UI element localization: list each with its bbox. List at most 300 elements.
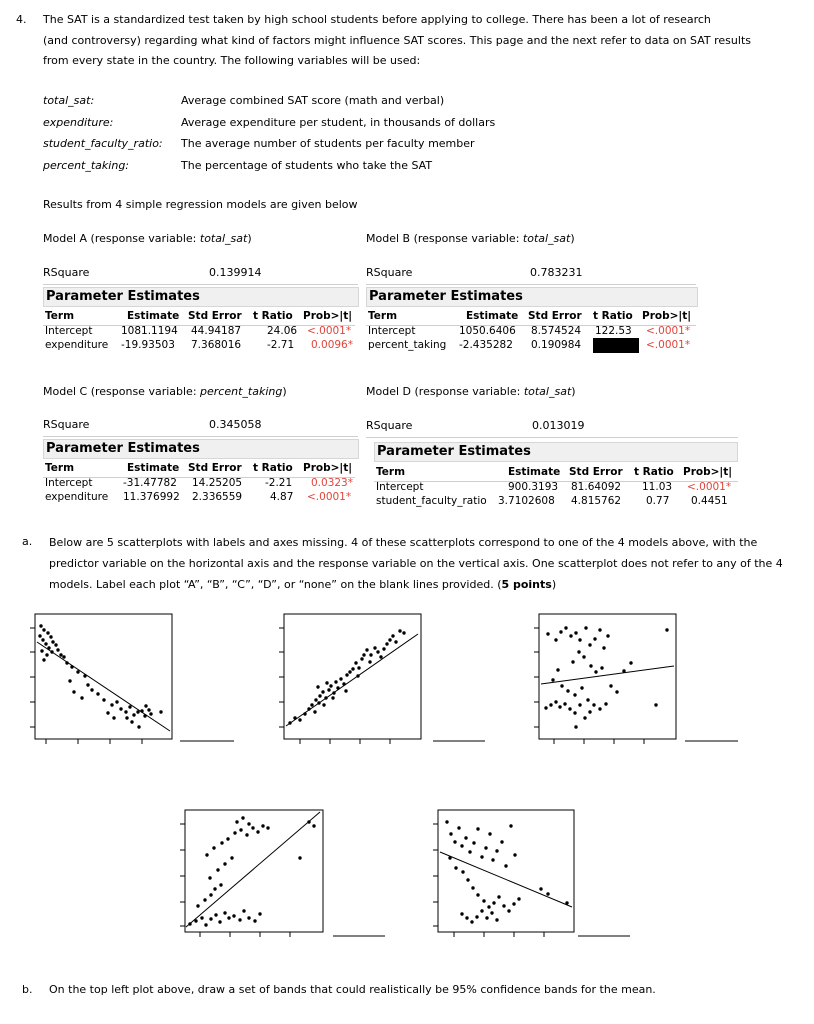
scatter-point bbox=[563, 702, 566, 705]
scatter-point bbox=[266, 826, 269, 829]
scatter-point bbox=[124, 710, 127, 713]
table-cell: 8.574524 bbox=[531, 325, 582, 337]
scatter-point bbox=[318, 694, 321, 697]
scatter-point bbox=[253, 919, 256, 922]
table-cell: percent_taking bbox=[368, 339, 447, 351]
scatter-point bbox=[42, 658, 45, 661]
scatter-point bbox=[213, 887, 216, 890]
scatter-point bbox=[539, 887, 542, 890]
scatter-point bbox=[357, 666, 360, 669]
scatter-point bbox=[194, 919, 197, 922]
table-cell: -19.93503 bbox=[121, 339, 175, 351]
scatter-point bbox=[45, 653, 48, 656]
scatter-point bbox=[582, 655, 585, 658]
scatter-point bbox=[106, 711, 109, 714]
scatter-point bbox=[615, 690, 618, 693]
scatter-point bbox=[558, 705, 561, 708]
plot-frame bbox=[35, 614, 172, 739]
scatter-point bbox=[578, 638, 581, 641]
scatter-point bbox=[316, 685, 319, 688]
scatter-point bbox=[362, 653, 365, 656]
scatter-point bbox=[218, 920, 221, 923]
scatter-point bbox=[453, 840, 456, 843]
scatter-point bbox=[544, 706, 547, 709]
scatter-point bbox=[445, 820, 448, 823]
scatter-point bbox=[457, 826, 460, 829]
model-b-pe-title: Parameter Estimates bbox=[366, 287, 698, 307]
scatter-point bbox=[209, 917, 212, 920]
scatter-point bbox=[368, 660, 371, 663]
scatter-point bbox=[159, 710, 162, 713]
scatter-point bbox=[476, 893, 479, 896]
scatter-point bbox=[560, 684, 563, 687]
scatter-point bbox=[307, 820, 310, 823]
variable-name: percent_taking: bbox=[43, 158, 130, 172]
scatter-point bbox=[119, 707, 122, 710]
model-d-caption: Model D (response variable: total_sat) bbox=[366, 385, 576, 398]
part-a-text: Below are 5 scatterplots with labels and axes missing. 4 of these scatterplots correspond to one of the 4 models above, with the predictor variable on the horizontal axis and the response variable on the vertical axis. One scatterplot does not refer to any of the 4 models. Label each plot “A”, “B”, “C”, “D”, or “none” on the blank lines provided. (5 points) bbox=[49, 536, 783, 591]
intro-line: The SAT is a standardized test taken by high school students before applying to college. There has been a lot of research bbox=[43, 13, 711, 26]
scatter-point bbox=[256, 830, 259, 833]
scatter-point bbox=[233, 831, 236, 834]
rsquare-label: RSquare bbox=[366, 419, 413, 432]
scatter-point bbox=[569, 634, 572, 637]
scatter-point bbox=[344, 689, 347, 692]
scatter-point bbox=[245, 833, 248, 836]
model-a-pe-title: Parameter Estimates bbox=[43, 287, 359, 307]
scatter-point bbox=[574, 725, 577, 728]
scatter-point bbox=[128, 705, 131, 708]
scatter-point bbox=[238, 918, 241, 921]
scatter-point bbox=[402, 631, 405, 634]
scatterplot-4 bbox=[180, 810, 385, 937]
scatter-point bbox=[86, 683, 89, 686]
scatter-point bbox=[578, 703, 581, 706]
scatter-point bbox=[132, 713, 135, 716]
intro-line: (and controversy) regarding what kind of factors might influence SAT scores. This page and the next refer to data on SAT results bbox=[43, 33, 751, 47]
scatter-point bbox=[293, 716, 296, 719]
scatter-point bbox=[314, 698, 317, 701]
scatter-point bbox=[200, 916, 203, 919]
variable-name: student_faculty_ratio: bbox=[43, 137, 163, 150]
scatter-point bbox=[476, 827, 479, 830]
scatter-point bbox=[500, 840, 503, 843]
scatter-point bbox=[598, 707, 601, 710]
table-cell: <.0001* bbox=[307, 491, 352, 503]
scatter-point bbox=[394, 640, 397, 643]
scatter-point bbox=[247, 916, 250, 919]
scatter-point bbox=[360, 657, 363, 660]
scatter-point bbox=[226, 837, 229, 840]
scatter-point bbox=[332, 691, 335, 694]
scatter-point bbox=[51, 640, 54, 643]
table-cell: student_faculty_ratio bbox=[376, 495, 487, 507]
scatter-point bbox=[554, 638, 557, 641]
table-cell: 1081.1194 bbox=[121, 325, 178, 337]
scatter-point bbox=[204, 923, 207, 926]
scatter-point bbox=[136, 710, 139, 713]
model-b-caption: Model B (response variable: total_sat) bbox=[366, 232, 575, 245]
scatter-point bbox=[46, 631, 49, 634]
scatter-point bbox=[482, 899, 485, 902]
table-cell: expenditure bbox=[45, 491, 109, 503]
scatter-point bbox=[490, 911, 493, 914]
part-b-letter: b. bbox=[22, 983, 33, 996]
table-cell: 4.815762 bbox=[571, 495, 622, 507]
scatter-point bbox=[324, 696, 327, 699]
model-d-table: Term Estimate Std Error t Ratio Prob>|t| Intercept 900.3193 81.64092 11.03 <.0001* student_faculty_ratio 3.7102608 4.815762 0.77 0.4451 bbox=[366, 462, 746, 514]
model-c-table: Term Estimate Std Error t Ratio Prob>|t| Intercept -31.47782 14.25205 -2.21 0.0323* expenditure 11.376992 2.336559 4.87 <.0001* bbox=[45, 462, 353, 503]
scatter-point bbox=[504, 864, 507, 867]
scatter-point bbox=[125, 716, 128, 719]
scatter-point bbox=[329, 684, 332, 687]
scatter-point bbox=[584, 626, 587, 629]
scatter-point bbox=[480, 855, 483, 858]
table-cell: 44.94187 bbox=[191, 325, 242, 337]
scatter-point bbox=[72, 690, 75, 693]
model-c-pe-title: Parameter Estimates bbox=[43, 439, 359, 459]
scatter-point bbox=[471, 886, 474, 889]
problem-number: 4. bbox=[16, 13, 27, 26]
rsquare-value: 0.013019 bbox=[532, 419, 585, 432]
table-cell: -2.71 bbox=[267, 339, 295, 351]
scatter-point bbox=[385, 642, 388, 645]
scatter-point bbox=[216, 868, 219, 871]
scatter-point bbox=[321, 690, 324, 693]
scatter-point bbox=[602, 646, 605, 649]
scatter-point bbox=[513, 853, 516, 856]
scatter-point bbox=[351, 667, 354, 670]
table-cell: -2.21 bbox=[265, 477, 293, 489]
scatter-point bbox=[468, 850, 471, 853]
scatter-point bbox=[556, 668, 559, 671]
scatter-point bbox=[592, 703, 595, 706]
scatter-point bbox=[484, 846, 487, 849]
rsquare-value: 0.139914 bbox=[209, 266, 262, 279]
scatter-point bbox=[110, 703, 113, 706]
scatter-point bbox=[227, 916, 230, 919]
table-cell: 24.06 bbox=[267, 325, 298, 337]
table-cell: expenditure bbox=[45, 339, 109, 351]
scatterplot-3 bbox=[534, 614, 738, 744]
scatter-point bbox=[373, 646, 376, 649]
scatter-point bbox=[604, 702, 607, 705]
scatter-point bbox=[502, 904, 505, 907]
scatter-point bbox=[258, 912, 261, 915]
scatter-point bbox=[149, 712, 152, 715]
variable-name: expenditure: bbox=[43, 115, 114, 129]
scatter-point bbox=[495, 849, 498, 852]
scatter-point bbox=[588, 710, 591, 713]
scatter-point bbox=[147, 708, 150, 711]
scatter-point bbox=[573, 693, 576, 696]
table-cell: 0.190984 bbox=[531, 339, 582, 351]
scatter-point bbox=[56, 648, 59, 651]
scatter-point bbox=[38, 634, 41, 637]
part-b-text: On the top left plot above, draw a set of bands that could realistically be 95% confidence bands for the mean. bbox=[49, 983, 656, 996]
scatter-point bbox=[239, 828, 242, 831]
scatter-point bbox=[586, 698, 589, 701]
scatter-point bbox=[130, 720, 133, 723]
scatter-point bbox=[571, 660, 574, 663]
scatter-point bbox=[388, 638, 391, 641]
rsquare-value: 0.783231 bbox=[530, 266, 583, 279]
scatter-point bbox=[488, 832, 491, 835]
scatter-point bbox=[654, 703, 657, 706]
table-cell: Intercept bbox=[368, 325, 416, 337]
model-a-table: Term Estimate Std Error t Ratio Prob>|t| Intercept 1081.1194 44.94187 24.06 <.0001* expenditure -19.93503 7.368016 -2.71 0.0096* bbox=[45, 310, 353, 351]
table-cell: 0.0323* bbox=[311, 477, 353, 489]
table-cell: 2.336559 bbox=[192, 491, 243, 503]
scatter-point bbox=[465, 916, 468, 919]
scatter-point bbox=[232, 914, 235, 917]
scatter-point bbox=[214, 913, 217, 916]
scatter-point bbox=[310, 703, 313, 706]
scatter-point bbox=[137, 725, 140, 728]
scatter-point bbox=[365, 648, 368, 651]
scatter-point bbox=[196, 904, 199, 907]
table-cell: 11.376992 bbox=[123, 491, 180, 503]
scatter-point bbox=[68, 679, 71, 682]
scatter-point bbox=[339, 677, 342, 680]
scatter-point bbox=[49, 635, 52, 638]
table-cell: 11.03 bbox=[642, 481, 673, 493]
table-cell: 0.77 bbox=[646, 495, 670, 507]
scatter-point bbox=[205, 853, 208, 856]
table-cell: <.0001* bbox=[687, 481, 732, 493]
scatter-point bbox=[140, 709, 143, 712]
table-cell: Intercept bbox=[45, 477, 93, 489]
scatter-point bbox=[448, 856, 451, 859]
scatter-point bbox=[251, 826, 254, 829]
scatter-point bbox=[629, 661, 632, 664]
scatter-point bbox=[554, 700, 557, 703]
scatter-point bbox=[546, 632, 549, 635]
table-cell: Intercept bbox=[376, 481, 424, 493]
scatter-point bbox=[59, 653, 62, 656]
scatter-point bbox=[461, 870, 464, 873]
scatter-point bbox=[517, 897, 520, 900]
part-a-letter: a. bbox=[22, 535, 33, 548]
scatter-point bbox=[512, 902, 515, 905]
table-cell: 0.0096* bbox=[311, 339, 353, 351]
scatter-point bbox=[487, 905, 490, 908]
scatter-point bbox=[454, 866, 457, 869]
scatter-point bbox=[317, 701, 320, 704]
scatter-point bbox=[491, 858, 494, 861]
scatter-point bbox=[288, 721, 291, 724]
scatter-point bbox=[665, 628, 668, 631]
scatter-point bbox=[480, 909, 483, 912]
scatter-point bbox=[303, 712, 306, 715]
model-a-caption: Model A (response variable: total_sat) bbox=[43, 232, 252, 245]
scatter-point bbox=[507, 909, 510, 912]
rsquare-label: RSquare bbox=[43, 266, 90, 279]
scatter-point bbox=[509, 824, 512, 827]
scatter-point bbox=[588, 643, 591, 646]
model-d-pe-title: Parameter Estimates bbox=[374, 442, 738, 462]
scatter-point bbox=[112, 716, 115, 719]
scatter-point bbox=[594, 670, 597, 673]
scatter-point bbox=[298, 718, 301, 721]
scatter-point bbox=[143, 714, 146, 717]
scatter-point bbox=[566, 689, 569, 692]
scatter-point bbox=[312, 824, 315, 827]
scatter-point bbox=[76, 670, 79, 673]
scatter-point bbox=[44, 642, 47, 645]
scatter-point bbox=[203, 898, 206, 901]
scatter-point bbox=[342, 682, 345, 685]
scatter-point bbox=[47, 646, 50, 649]
intro-line: from every state in the country. The following variables will be used: bbox=[43, 54, 421, 67]
scatter-point bbox=[559, 630, 562, 633]
scatter-point bbox=[609, 684, 612, 687]
scatter-point bbox=[464, 836, 467, 839]
scatter-point bbox=[212, 846, 215, 849]
scatter-point bbox=[42, 628, 45, 631]
scatter-point bbox=[219, 883, 222, 886]
scatter-point bbox=[307, 707, 310, 710]
model-c-caption: Model C (response variable: percent_taking) bbox=[43, 385, 287, 398]
table-cell: 14.25205 bbox=[192, 477, 243, 489]
scatterplot-1 bbox=[30, 614, 234, 744]
scatter-point bbox=[62, 655, 65, 658]
table-cell: <.0001* bbox=[646, 325, 691, 337]
scatter-point bbox=[354, 661, 357, 664]
scatter-point bbox=[208, 876, 211, 879]
scatter-point bbox=[70, 665, 73, 668]
scatter-point bbox=[577, 650, 580, 653]
scatter-point bbox=[580, 686, 583, 689]
table-cell: 900.3193 bbox=[508, 481, 559, 493]
scatter-point bbox=[39, 624, 42, 627]
scatter-point bbox=[546, 892, 549, 895]
table-cell: 1050.6406 bbox=[459, 325, 516, 337]
scatter-point bbox=[568, 707, 571, 710]
scatter-point bbox=[549, 703, 552, 706]
scatter-point bbox=[209, 893, 212, 896]
scatter-point bbox=[589, 664, 592, 667]
table-cell: 81.64092 bbox=[571, 481, 622, 493]
scatter-point bbox=[41, 638, 44, 641]
model-b-table: Term Estimate Std Error t Ratio Prob>|t| Intercept 1050.6406 8.574524 122.53 <.0001* percent_taking -2.435282 0.190984 <.0001* bbox=[366, 307, 706, 359]
scatter-point bbox=[466, 878, 469, 881]
rsquare-label: RSquare bbox=[366, 266, 413, 279]
scatter-point bbox=[356, 674, 359, 677]
scatter-point bbox=[583, 716, 586, 719]
variable-desc: The percentage of students who take the SAT bbox=[181, 158, 433, 172]
scatter-point bbox=[261, 824, 264, 827]
scatterplot-5 bbox=[433, 810, 630, 937]
scatter-point bbox=[144, 704, 147, 707]
scatter-point bbox=[223, 862, 226, 865]
scatter-point bbox=[369, 653, 372, 656]
scatter-point bbox=[230, 856, 233, 859]
scatter-point bbox=[460, 844, 463, 847]
scatter-point bbox=[391, 634, 394, 637]
scatter-point bbox=[497, 895, 500, 898]
scatter-point bbox=[495, 918, 498, 921]
table-cell: -31.47782 bbox=[123, 477, 177, 489]
scatter-point bbox=[241, 816, 244, 819]
scatter-point bbox=[313, 710, 316, 713]
scatter-point bbox=[598, 628, 601, 631]
variable-desc: The average number of students per faculty member bbox=[181, 137, 475, 150]
scatter-point bbox=[96, 692, 99, 695]
scatter-point bbox=[564, 626, 567, 629]
variable-name: total_sat: bbox=[43, 94, 95, 107]
table-cell: <.0001* bbox=[646, 339, 691, 351]
scatter-point bbox=[235, 820, 238, 823]
scatter-point bbox=[334, 680, 337, 683]
scatter-point bbox=[398, 629, 401, 632]
results-intro: Results from 4 simple regression models are given below bbox=[43, 198, 358, 211]
scatter-point bbox=[593, 637, 596, 640]
scatter-point bbox=[325, 681, 328, 684]
scatter-point bbox=[460, 912, 463, 915]
variable-desc: Average combined SAT score (math and verbal) bbox=[181, 94, 445, 107]
scatter-point bbox=[247, 822, 250, 825]
table-cell: -2.435282 bbox=[459, 339, 513, 351]
scatter-point bbox=[345, 673, 348, 676]
scatter-point bbox=[298, 856, 301, 859]
scatter-point bbox=[242, 909, 245, 912]
scatter-point bbox=[382, 647, 385, 650]
table-cell: 122.53 bbox=[595, 325, 632, 337]
variable-desc: Average expenditure per student, in thousands of dollars bbox=[181, 115, 496, 129]
scatter-point bbox=[220, 841, 223, 844]
scatter-point bbox=[492, 901, 495, 904]
scatter-point bbox=[449, 832, 452, 835]
scatter-point bbox=[485, 916, 488, 919]
scatter-point bbox=[348, 670, 351, 673]
table-cell: 4.87 bbox=[270, 491, 294, 503]
scatter-point bbox=[331, 696, 334, 699]
scatter-point bbox=[327, 688, 330, 691]
scatter-point bbox=[336, 686, 339, 689]
table-cell: 0.4451 bbox=[691, 495, 728, 507]
scatter-point bbox=[50, 650, 53, 653]
table-cell: 3.7102608 bbox=[498, 495, 555, 507]
scatter-point bbox=[574, 631, 577, 634]
scatter-point bbox=[90, 688, 93, 691]
rsquare-label: RSquare bbox=[43, 418, 90, 431]
scatter-point bbox=[600, 666, 603, 669]
table-cell: 7.368016 bbox=[191, 339, 242, 351]
scatter-point bbox=[606, 634, 609, 637]
scatter-point bbox=[551, 678, 554, 681]
rsquare-value: 0.345058 bbox=[209, 418, 262, 431]
scatter-point bbox=[322, 703, 325, 706]
scatter-point bbox=[470, 920, 473, 923]
scatter-point bbox=[379, 655, 382, 658]
scatter-point bbox=[188, 922, 191, 925]
scatterplot-2 bbox=[279, 614, 485, 744]
scatter-point bbox=[475, 915, 478, 918]
table-cell: <.0001* bbox=[307, 325, 352, 337]
scatter-point bbox=[223, 911, 226, 914]
scatter-point bbox=[40, 649, 43, 652]
scatter-point bbox=[622, 669, 625, 672]
scatter-point bbox=[54, 643, 57, 646]
scatter-point bbox=[376, 650, 379, 653]
table-cell: Intercept bbox=[45, 325, 93, 337]
scatter-point bbox=[80, 696, 83, 699]
scatter-point bbox=[102, 698, 105, 701]
scatter-point bbox=[472, 841, 475, 844]
plot-frame bbox=[284, 614, 421, 739]
scatter-point bbox=[83, 674, 86, 677]
